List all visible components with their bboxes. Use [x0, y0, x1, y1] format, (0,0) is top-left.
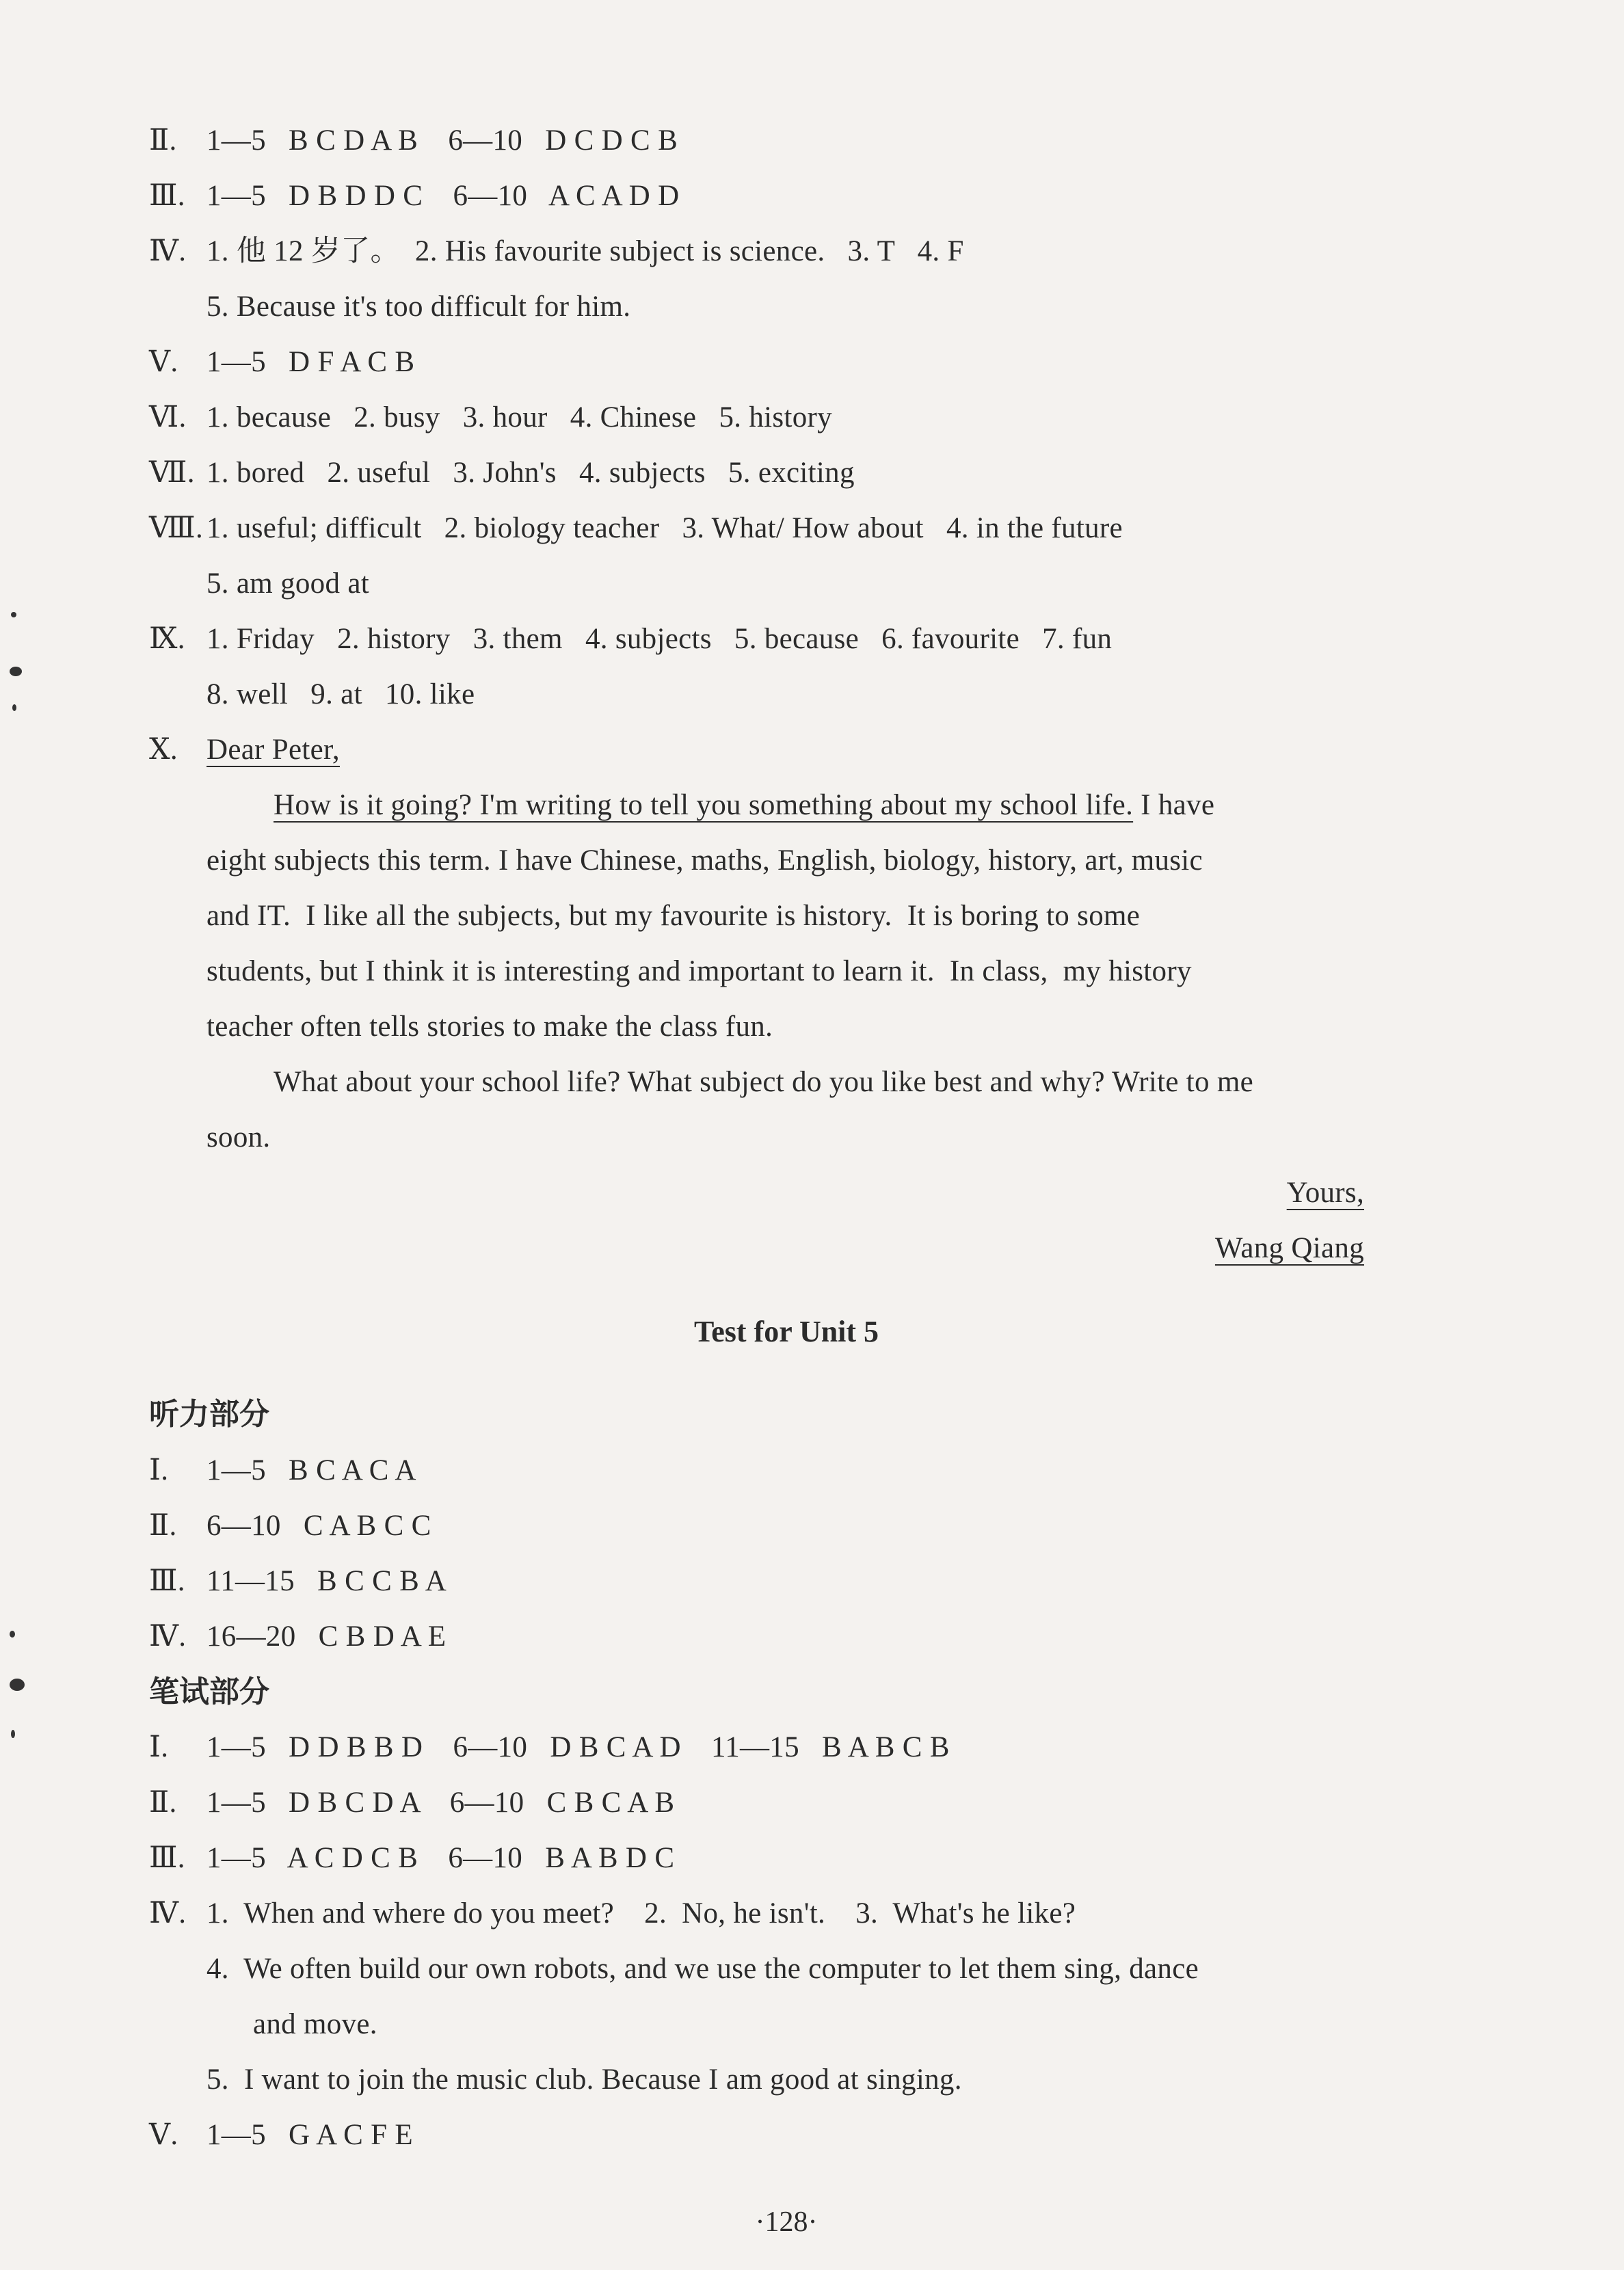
letter-text: I have — [1133, 789, 1215, 821]
answer-text: 16—20 C B D A E — [207, 1620, 447, 1653]
answer-text: 4. We often build our own robots, and we use the computer to let them sing, dance — [207, 1953, 1199, 1985]
roman-numeral: Ⅲ. — [149, 180, 185, 212]
roman-numeral: Ⅴ. — [149, 346, 178, 378]
answer-line-4 — [149, 224, 964, 279]
binding-mark — [10, 1631, 15, 1638]
letter-closing: Yours, — [1286, 1177, 1364, 1209]
answer-line-5 — [149, 334, 414, 390]
roman-numeral: Ⅲ. — [149, 1565, 185, 1597]
roman-numeral: Ⅵ. — [149, 401, 187, 433]
roman-numeral: Ⅱ. — [149, 1787, 177, 1819]
answer-text: 1. useful; difficult 2. biology teacher 3. What/ How about 4. in the future — [207, 512, 1123, 544]
roman-numeral: Ⅹ. — [149, 734, 178, 766]
answer-text: 5. I want to join the music club. Because I am good at singing. — [207, 2064, 962, 2096]
answer-text: 8. well 9. at 10. like — [207, 678, 475, 710]
roman-numeral: Ⅱ. — [149, 124, 177, 157]
written-line-4 — [149, 1886, 1076, 1941]
listening-line-4 — [149, 1609, 446, 1664]
answer-line-8-cont — [207, 556, 369, 611]
answer-text: 5. am good at — [207, 568, 369, 600]
roman-numeral: Ⅴ. — [149, 2119, 178, 2151]
listening-line-1 — [149, 1443, 416, 1498]
roman-numeral: Ⅳ. — [149, 235, 187, 267]
roman-numeral: Ⅳ. — [149, 1897, 187, 1929]
roman-numeral: Ⅷ. — [149, 512, 204, 544]
binding-mark — [10, 667, 22, 676]
binding-mark — [12, 704, 16, 711]
letter-line: soon. — [207, 1121, 271, 1153]
answer-line-6 — [149, 390, 832, 445]
answer-line-3 — [149, 168, 679, 224]
answer-line-7 — [149, 445, 855, 500]
answer-text: 1—5 G A C F E — [207, 2119, 413, 2151]
listening-line-2 — [149, 1498, 431, 1553]
answer-text: 1—5 D F A C B — [207, 346, 415, 378]
answer-text: 11—15 B C C B A — [207, 1565, 447, 1597]
binding-mark — [11, 1730, 15, 1738]
answer-text: 1. When and where do you meet? 2. No, he isn't. 3. What's he like? — [207, 1897, 1076, 1929]
letter-line: students, but I think it is interesting and important to learn it. In class, my history — [207, 955, 1192, 987]
binding-mark — [11, 612, 16, 617]
answer-line-9 — [149, 611, 1112, 667]
answer-line-9-cont — [207, 667, 475, 722]
written-line-4-cont — [207, 2052, 962, 2107]
page-number: ·128· — [755, 2206, 818, 2238]
answer-text: 1. 他 12 岁了。 2. His favourite subject is science. 3. T 4. F — [207, 235, 964, 267]
written-line-2 — [149, 1775, 674, 1830]
answer-line-8 — [149, 500, 1123, 556]
answer-text: 1—5 A C D C B 6—10 B A B D C — [207, 1842, 675, 1874]
answer-line-10 — [149, 722, 340, 777]
answer-text: 1—5 D D B B D 6—10 D B C A D 11—15 B A B C B — [207, 1731, 950, 1763]
roman-numeral: Ⅱ. — [149, 1510, 177, 1542]
roman-numeral: Ⅶ. — [149, 457, 195, 489]
letter-line: What about your school life? What subject do you like best and why? Write to me — [274, 1066, 1254, 1098]
letter-line: teacher often tells stories to make the class fun. — [207, 1011, 773, 1043]
written-line-3 — [149, 1830, 674, 1886]
written-line-1 — [149, 1720, 950, 1775]
answer-text: 1—5 D B D D C 6—10 A C A D D — [207, 180, 680, 212]
roman-numeral: Ⅳ. — [149, 1620, 187, 1653]
unit-title: Test for Unit 5 — [693, 1315, 879, 1348]
answer-text: and move. — [253, 2008, 377, 2040]
answer-line-2 — [149, 113, 678, 168]
written-line-5 — [149, 2107, 413, 2163]
letter-salutation: Dear Peter, — [207, 734, 340, 766]
roman-numeral: Ⅰ. — [149, 1454, 169, 1486]
roman-numeral: Ⅲ. — [149, 1842, 185, 1874]
answer-text: 1. bored 2. useful 3. John's 4. subjects 5. exciting — [207, 457, 855, 489]
answer-text: 1—5 D B C D A 6—10 C B C A B — [207, 1787, 675, 1819]
listening-line-3 — [149, 1553, 447, 1609]
written-line-4-cont — [207, 1941, 1199, 1997]
answer-text: 1—5 B C A C A — [207, 1454, 416, 1486]
letter-line: and IT. I like all the subjects, but my favourite is history. It is boring to some — [207, 900, 1141, 932]
answer-text: 6—10 C A B C C — [207, 1510, 431, 1542]
letter-line — [274, 777, 1214, 833]
answer-line-4-cont — [207, 279, 630, 334]
roman-numeral: Ⅸ. — [149, 623, 185, 655]
binding-mark — [10, 1679, 25, 1691]
answer-text: 1. because 2. busy 3. hour 4. Chinese 5. history — [207, 401, 832, 433]
roman-numeral: Ⅰ. — [149, 1731, 169, 1763]
written-heading: 笔试部分 — [149, 1674, 269, 1709]
letter-underlined-sentence: How is it going? I'm writing to tell you something about my school life. — [274, 789, 1134, 821]
answer-text: 1. Friday 2. history 3. them 4. subjects 5. because 6. favourite 7. fun — [207, 623, 1113, 655]
written-line-4-cont — [253, 1997, 377, 2052]
answer-text: 1—5 B C D A B 6—10 D C D C B — [207, 124, 678, 157]
letter-signature: Wang Qiang — [1214, 1232, 1364, 1264]
letter-line: eight subjects this term. I have Chinese, maths, English, biology, history, art, music — [207, 844, 1203, 877]
answer-text: 5. Because it's too difficult for him. — [207, 291, 631, 323]
listening-heading: 听力部分 — [149, 1397, 269, 1432]
